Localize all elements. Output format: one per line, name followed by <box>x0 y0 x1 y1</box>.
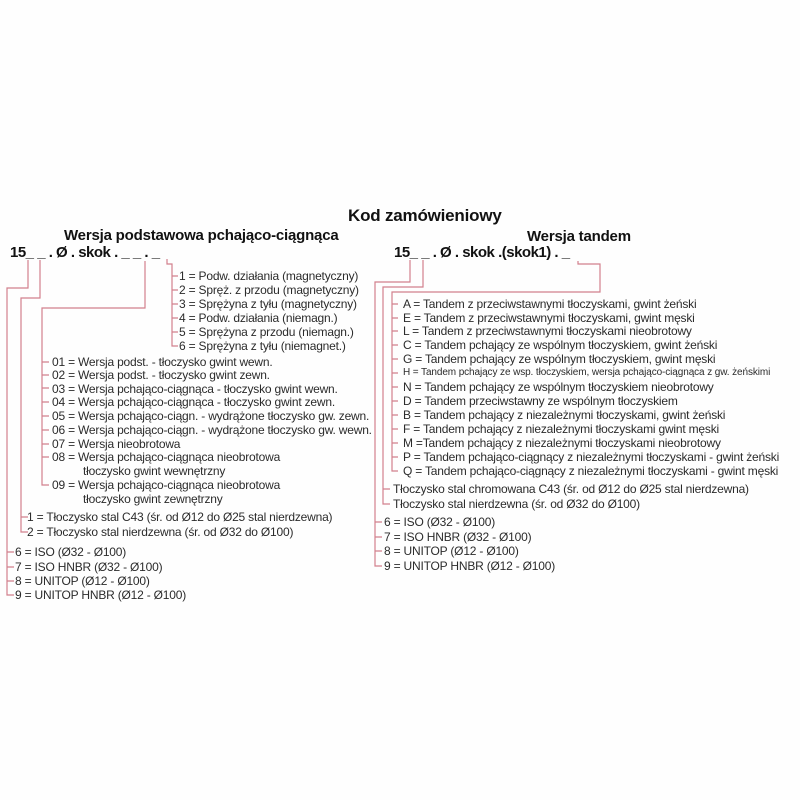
left-action-option: 6 = Sprężyna z tyłu (niemagnet.) <box>179 339 346 353</box>
right-tandem-option: G = Tandem pchający ze wspólnym tłoczyskiem, gwint męski <box>403 352 716 366</box>
left-version-option-text: 09 = Wersja pchająco-ciągnąca nieobrotowa <box>52 478 281 492</box>
left-rod-option: 1 = Tłoczysko stal C43 (śr. od Ø12 do Ø25 stal nierdzewna) <box>27 510 333 524</box>
left-version-option <box>52 450 280 478</box>
left-action-option: 4 = Podw. działania (niemagn.) <box>179 311 338 325</box>
left-code-pattern: 15_ _ . Ø . skok . _ _ . _ <box>10 244 160 261</box>
left-rod-option: 2 = Tłoczysko stal nierdzewna (śr. od Ø32 do Ø100) <box>27 525 294 539</box>
page-title: Kod zamówieniowy <box>348 206 502 225</box>
left-version-option-line2: tłoczysko gwint zewnętrzny <box>83 492 223 506</box>
right-tandem-option: M =Tandem pchający z niezależnymi tłoczyskami nieobrotowy <box>403 436 721 450</box>
left-version-option: 01 = Wersja podst. - tłoczysko gwint wewn. <box>52 355 273 369</box>
right-tandem-option: F = Tandem pchający z niezależnymi tłoczyskami gwint męski <box>403 422 719 436</box>
left-series-option: 7 = ISO HNBR (Ø32 - Ø100) <box>15 560 163 574</box>
right-tandem-option: P = Tandem pchająco-ciągnący z niezależnymi tłoczyskami - gwint żeński <box>403 450 780 464</box>
left-series-option: 8 = UNITOP (Ø12 - Ø100) <box>15 574 150 588</box>
left-section-title: Wersja podstawowa pchająco-ciągnąca <box>64 227 339 244</box>
left-version-option: 05 = Wersja pchająco-ciągn. - wydrążone tłoczysko gw. zewn. <box>52 409 370 423</box>
left-series-option: 9 = UNITOP HNBR (Ø12 - Ø100) <box>15 588 187 602</box>
left-version-option-text: 08 = Wersja pchająco-ciągnąca nieobrotowa <box>52 450 281 464</box>
left-version-option-line2: tłoczysko gwint wewnętrzny <box>83 464 226 478</box>
left-series-option: 6 = ISO (Ø32 - Ø100) <box>15 545 127 559</box>
right-tandem-option: E = Tandem z przeciwstawnymi tłoczyskami, gwint męski <box>403 311 695 325</box>
right-tandem-option: B = Tandem pchający z niezależnymi tłoczyskami, gwint żeński <box>403 408 726 422</box>
right-series-option: 6 = ISO (Ø32 - Ø100) <box>384 515 496 529</box>
connector-left-action <box>167 259 178 346</box>
right-tandem-option: L = Tandem z przeciwstawnymi tłoczyskami nieobrotowy <box>403 324 692 338</box>
right-tandem-option: D = Tandem przeciwstawny ze wspólnym tłoczyskiem <box>403 394 678 408</box>
right-series-option: 9 = UNITOP HNBR (Ø12 - Ø100) <box>384 559 556 573</box>
left-version-option: 06 = Wersja pchająco-ciągn. - wydrążone tłoczysko gw. wewn. <box>52 423 372 437</box>
left-action-option: 5 = Sprężyna z przodu (niemagn.) <box>179 325 354 339</box>
left-version-option: 07 = Wersja nieobrotowa <box>52 437 181 451</box>
right-tandem-option: A = Tandem z przeciwstawnymi tłoczyskami, gwint żeński <box>403 297 697 311</box>
right-section-title: Wersja tandem <box>527 228 631 245</box>
right-series-option: 8 = UNITOP (Ø12 - Ø100) <box>384 544 519 558</box>
left-version-option: 03 = Wersja pchająco-ciągnąca - tłoczysko gwint wewn. <box>52 382 338 396</box>
right-tandem-option: Q = Tandem pchająco-ciągnący z niezależnymi tłoczyskami - gwint męski <box>403 464 779 478</box>
right-tandem-option: C = Tandem pchający ze wspólnym tłoczyskiem, gwint żeński <box>403 338 718 352</box>
left-action-option: 2 = Spręż. z przodu (magnetyczny) <box>179 283 359 297</box>
right-tandem-option: H = Tandem pchający ze wsp. tłoczyskiem, wersja pchająco-ciągnąca z gw. żeńskimi <box>403 367 771 378</box>
right-code-pattern: 15_ _ . Ø . skok .(skok1) . _ <box>394 244 570 261</box>
left-version-option: 04 = Wersja pchająco-ciągnąca - tłoczysko gwint zewn. <box>52 395 335 409</box>
left-version-option: 02 = Wersja podst. - tłoczysko gwint zewn. <box>52 368 270 382</box>
right-tandem-option: N = Tandem pchający ze wspólnym tłoczyskiem nieobrotowy <box>403 380 714 394</box>
left-action-option: 3 = Sprężyna z tyłu (magnetyczny) <box>179 297 357 311</box>
left-action-option: 1 = Podw. działania (magnetyczny) <box>179 269 359 283</box>
right-series-option: 7 = ISO HNBR (Ø32 - Ø100) <box>384 530 532 544</box>
right-rod-option: Tłoczysko stal chromowana C43 (śr. od Ø12 do Ø25 stal nierdzewna) <box>393 482 749 496</box>
connector-left-rod <box>21 260 40 532</box>
right-rod-option: Tłoczysko stal nierdzewna (śr. od Ø32 do Ø100) <box>393 497 640 511</box>
left-version-option <box>52 478 280 506</box>
